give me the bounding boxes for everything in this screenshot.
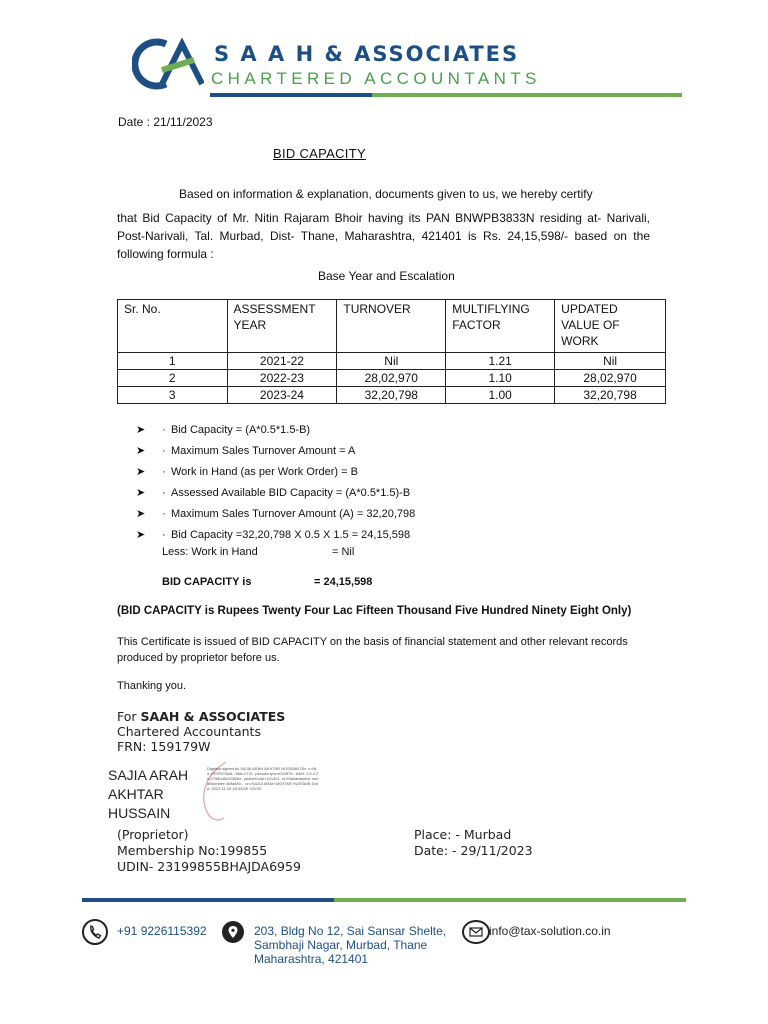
cell-factor: 1.00 xyxy=(446,387,555,404)
cell-turnover: 32,20,798 xyxy=(337,387,446,404)
footer-email[interactable]: info@tax-solution.co.in xyxy=(489,924,611,938)
arrow-bullet-icon: ➤ xyxy=(136,466,146,478)
header-multiplying-factor-text: MULTIFLYING FACTOR xyxy=(452,302,530,332)
signer-line: SAJIA ARAH xyxy=(108,767,189,783)
bid-capacity-result xyxy=(162,576,373,588)
footer-rule-blue xyxy=(82,898,334,902)
cell-sr-no: 3 xyxy=(118,387,228,404)
cell-factor: 1.21 xyxy=(446,353,555,370)
cell-updated-value: Nil xyxy=(555,353,666,370)
formula-list xyxy=(136,422,415,548)
cell-updated-value: 28,02,970 xyxy=(555,370,666,387)
header-multiplying-factor xyxy=(446,300,555,353)
table-row xyxy=(118,387,666,404)
proprietor-label: (Proprietor) xyxy=(117,827,189,842)
header-assessment-year xyxy=(227,300,337,353)
cell-year: 2023-24 xyxy=(227,387,337,404)
firm-logo xyxy=(132,38,204,90)
mail-icon xyxy=(462,920,490,944)
address-line: 203, Bldg No 12, Sai Sansar Shelte, xyxy=(254,924,447,938)
address-line: Sambhaji Nagar, Murbad, Thane xyxy=(254,938,428,952)
list-item xyxy=(136,527,415,548)
signature-designation: Chartered Accountants xyxy=(117,724,261,739)
signature-frn: FRN: 159179W xyxy=(117,739,211,754)
bid-table xyxy=(117,299,666,404)
formula-text: Maximum Sales Turnover Amount = A xyxy=(171,445,356,457)
arrow-bullet-icon: ➤ xyxy=(136,487,146,499)
list-item xyxy=(136,485,415,506)
dot-bullet-icon: · xyxy=(162,424,166,436)
cell-factor: 1.10 xyxy=(446,370,555,387)
cell-updated-value: 32,20,798 xyxy=(555,387,666,404)
header-turnover: TURNOVER xyxy=(337,300,446,353)
dot-bullet-icon: · xyxy=(162,529,166,541)
arrow-bullet-icon: ➤ xyxy=(136,424,146,436)
signature-date: Date: - 29/11/2023 xyxy=(414,843,533,858)
amount-in-words: (BID CAPACITY is Rupees Twenty Four Lac Fifteen Thousand Five Hundred Ninety Eight Only) xyxy=(117,605,632,617)
membership-number: Membership No:199855 xyxy=(117,843,268,858)
arrow-bullet-icon: ➤ xyxy=(136,529,146,541)
phone-icon xyxy=(82,919,108,945)
header-rule-green xyxy=(372,93,682,97)
bid-capacity-label: BID CAPACITY is xyxy=(162,576,252,588)
list-item xyxy=(136,422,415,443)
signer-line: HUSSAIN xyxy=(108,805,171,821)
signature-firm-name: SAAH & ASSOCIATES xyxy=(140,709,286,724)
less-work-value: = Nil xyxy=(332,546,355,558)
place-date-details xyxy=(414,827,533,859)
address-line: Maharashtra, 421401 xyxy=(254,952,369,966)
bid-capacity-value: = 24,15,598 xyxy=(314,576,373,588)
header-rule-blue xyxy=(210,93,372,97)
proprietor-details xyxy=(117,827,301,875)
arrow-bullet-icon: ➤ xyxy=(136,508,146,520)
header-assessment-year-text: ASSESSMENT YEAR xyxy=(233,302,316,332)
less-work-label: Less: Work in Hand xyxy=(162,546,258,558)
firm-name: S A A H & ASSOCIATES xyxy=(214,42,520,66)
signature-firm-block xyxy=(117,709,285,754)
header-sr-no: Sr. No. xyxy=(118,300,228,353)
dot-bullet-icon: · xyxy=(162,508,166,520)
cell-year: 2022-23 xyxy=(227,370,337,387)
cell-turnover: Nil xyxy=(337,353,446,370)
footer-address xyxy=(254,924,446,966)
formula-text: Maximum Sales Turnover Amount (A) = 32,20,798 xyxy=(171,508,416,520)
document-date: Date : 21/11/2023 xyxy=(118,115,213,129)
for-firm-line xyxy=(117,709,285,724)
header-updated-value-text: UPDATED VALUE OF WORK xyxy=(561,302,620,348)
thanks-text: Thanking you. xyxy=(117,680,187,692)
table-row xyxy=(118,370,666,387)
certificate-text: This Certificate is issued of BID CAPACITY on the basis of financial statement and other relevant records produced by proprietor before us. xyxy=(117,636,628,664)
formula-text: Bid Capacity =32,20,798 X 0.5 X 1.5 = 24,15,598 xyxy=(171,529,411,541)
list-item xyxy=(136,464,415,485)
table-row xyxy=(118,353,666,370)
firm-subtitle: CHARTERED ACCOUNTANTS xyxy=(211,69,541,88)
udin-number: UDIN- 23199855BHAJDA6959 xyxy=(117,859,301,874)
cell-sr-no: 1 xyxy=(118,353,228,370)
formula-text: Assessed Available BID Capacity = (A*0.5*1.5)-B xyxy=(171,487,411,499)
table-header-row xyxy=(118,300,666,353)
cell-year: 2021-22 xyxy=(227,353,337,370)
list-item xyxy=(136,443,415,464)
footer-phone[interactable]: +91 9226115392 xyxy=(117,924,207,938)
dot-bullet-icon: · xyxy=(162,487,166,499)
location-pin-icon xyxy=(222,921,244,943)
list-item xyxy=(136,506,415,527)
dot-bullet-icon: · xyxy=(162,466,166,478)
less-work-in-hand xyxy=(162,546,355,558)
footer-rule-green xyxy=(334,898,686,902)
table-caption: Base Year and Escalation xyxy=(318,269,455,283)
signer-name xyxy=(108,766,188,823)
document-title: BID CAPACITY xyxy=(273,146,366,161)
signer-line: AKHTAR xyxy=(108,786,164,802)
intro-line-2: that Bid Capacity of Mr. Nitin Rajaram Bhoir having its PAN BNWPB3833N residing at- Narivali, Post-Narivali, Tal. Murbad, Dist- Thane, Maharashtra, 421401 is Rs. 24,15,598/- based on the following formula : xyxy=(117,211,650,261)
header-updated-value xyxy=(555,300,666,353)
for-label: For xyxy=(117,709,137,724)
dot-bullet-icon: · xyxy=(162,445,166,457)
formula-text: Bid Capacity = (A*0.5*1.5-B) xyxy=(171,424,311,436)
place: Place: - Murbad xyxy=(414,827,512,842)
cell-sr-no: 2 xyxy=(118,370,228,387)
formula-text: Work in Hand (as per Work Order) = B xyxy=(171,466,358,478)
arrow-bullet-icon: ➤ xyxy=(136,445,146,457)
intro-line-1: Based on information & explanation, documents given to us, we hereby certify xyxy=(179,187,593,201)
digital-signature-details: Digitally signed by SAJIA ARAH AKHTAR HUSSAIN DN: c=IN, o=PERSONAL, title=2741, pseudonym=e029f7b...b8ef, 2.5.4.20=f7580d5e3352be, postalCode=421401, st=Maharashtra, serialNumber=8cfa4e0... cn=SAJIA ARAH AKHTAR HUSSAIN Date: 2023.11.29 18:43:55 +05'30' xyxy=(207,766,319,791)
cell-turnover: 28,02,970 xyxy=(337,370,446,387)
